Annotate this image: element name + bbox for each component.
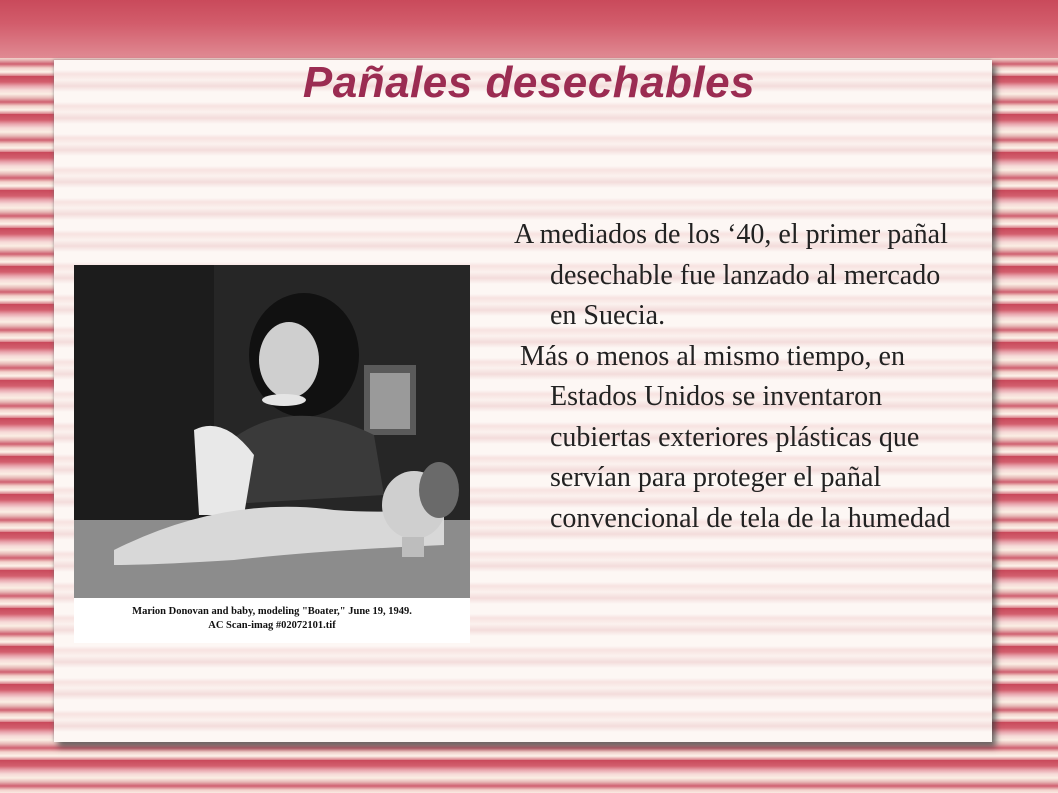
photo-caption: [74, 605, 470, 633]
caption-line-2: AC Scan-imag #02072101.tif: [208, 620, 336, 631]
paragraph-1: A mediados de los ‘40, el primer pañal desechable fue lanzado al mercado en Suecia.: [514, 219, 948, 331]
photo-image: [74, 265, 470, 598]
slide-title: Pañales desechables: [302, 58, 756, 107]
historical-photo: [74, 265, 470, 643]
top-stripe-band: [0, 0, 1058, 58]
caption-line-1: Marion Donovan and baby, modeling "Boater," June 19, 1949.: [132, 606, 412, 617]
body-text: [514, 215, 954, 539]
paragraph-2: Más o menos al mismo tiempo, en Estados Unidos se inventaron cubiertas exteriores plásticas que servían para proteger el pañal convencional de tela de la humedad: [520, 340, 951, 534]
